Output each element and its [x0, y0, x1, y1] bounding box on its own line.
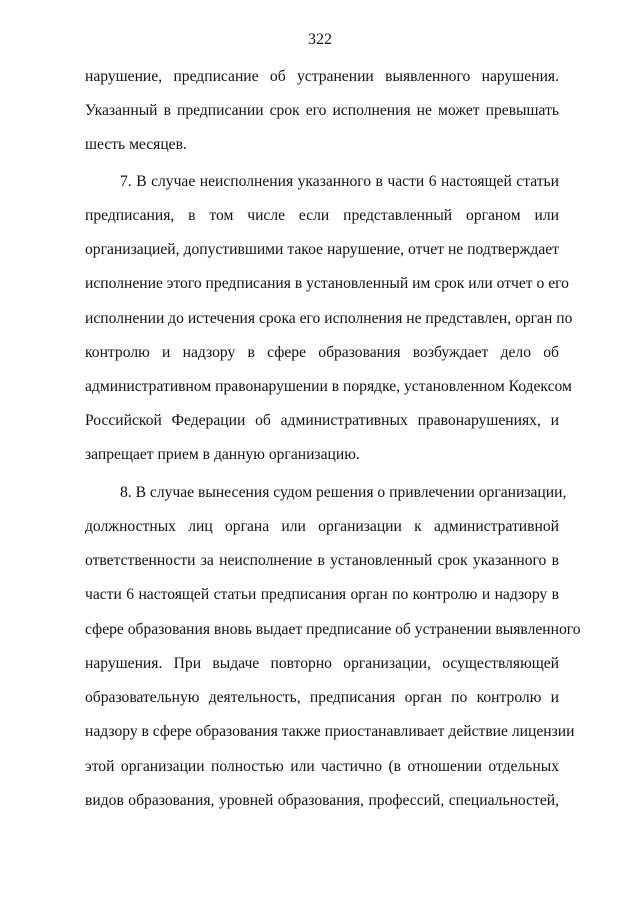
paragraph-8-first-line: 8. В случае вынесения судом решения о привлечении организации,: [120, 484, 567, 501]
text-line: Указанный в предписании срок его исполнения не может превышать: [85, 102, 559, 119]
text-line: запрещает прием в данную организацию.: [85, 446, 360, 463]
text-line: исполнении до истечения срока его исполнения не представлен, орган по: [85, 310, 573, 327]
text-line: части 6 настоящей статьи предписания орган по контролю и надзору в: [85, 586, 559, 603]
text-line: контролю и надзору в сфере образования возбуждает дело об: [85, 344, 559, 361]
text-line: Российской Федерации об административных правонарушениях, и: [85, 412, 559, 429]
page-number: 322: [308, 31, 332, 48]
text-line: сфере образования вновь выдает предписание об устранении выявленного: [85, 621, 581, 638]
text-line: нарушения. При выдаче повторно организации, осуществляющей: [85, 655, 559, 672]
text-line: видов образования, уровней образования, профессий, специальностей,: [85, 792, 559, 809]
text-line: ответственности за неисполнение в установленный срок указанного в: [85, 552, 559, 569]
text-line: исполнение этого предписания в установленный им срок или отчет о его: [85, 275, 569, 292]
text-line: организацией, допустившими такое нарушение, отчет не подтверждает: [85, 241, 559, 258]
text-line: должностных лиц органа или организации к административной: [85, 518, 559, 535]
paragraph-7-first-line: 7. В случае неисполнения указанного в части 6 настоящей статьи: [120, 173, 559, 190]
text-line: шесть месяцев.: [85, 136, 187, 153]
text-line: предписания, в том числе если представленный органом или: [85, 207, 559, 224]
text-line: образовательную деятельность, предписания орган по контролю и: [85, 689, 559, 706]
text-line: надзору в сфере образования также приостанавливает действие лицензии: [85, 723, 575, 740]
text-line: этой организации полностью или частично (в отношении отдельных: [85, 758, 559, 775]
text-line: нарушение, предписание об устранении выявленного нарушения.: [85, 68, 559, 85]
text-line: административном правонарушении в порядке, установленном Кодексом: [85, 378, 572, 395]
